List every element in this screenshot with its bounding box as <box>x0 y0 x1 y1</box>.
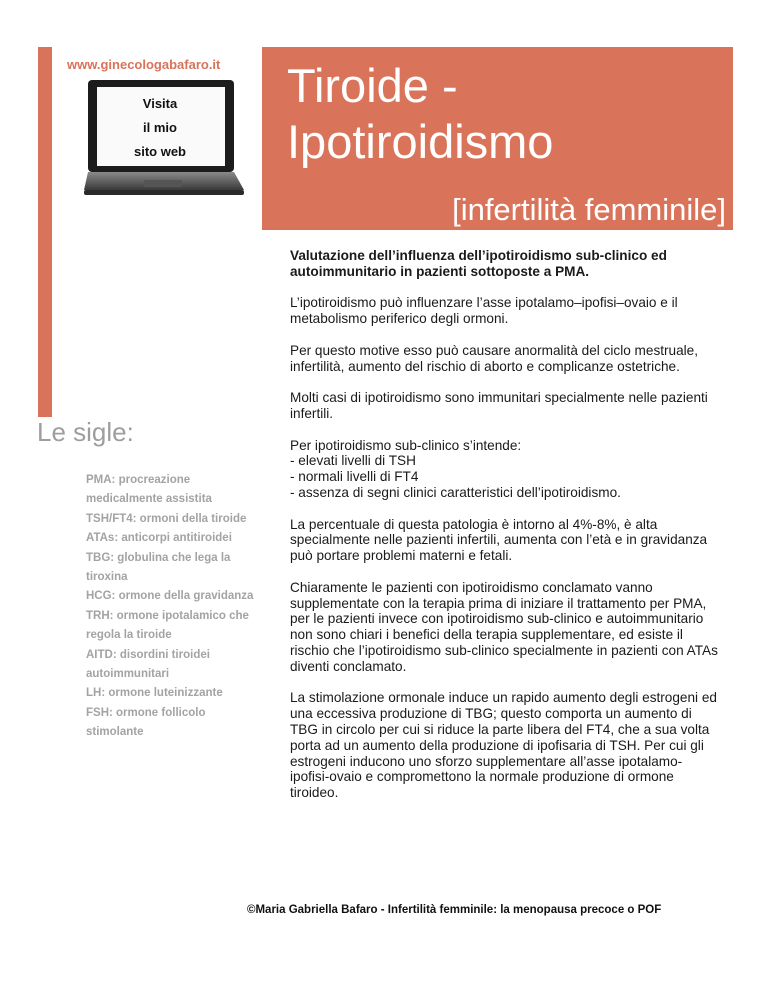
glossary-item: ATAs: anticorpi antitiroidei <box>86 532 232 545</box>
paragraph-7: La stimolazione ormonale induce un rapido aumento degli estrogeni ed una eccessiva produzione di TBG; questo comporta un aumento di TBG in circolo per cui si riduce la parte libera del FT4, che a sua volta porta ad un aumento della produzione di ipofisaria di TSH. Per cui gli estrogeni inducono uno sforzo supplementare all’asse ipotalamo-ipofisi-ovaio e compromettono la normale produzione di ormone tiroideo. <box>290 690 717 801</box>
page-subtitle: [infertilità femminile] <box>452 192 726 227</box>
glossary-item: AITD: disordini tiroidei autoimmunitari <box>86 648 210 681</box>
definition-item: - elevati livelli di TSH <box>290 453 416 469</box>
paragraph-4 <box>290 438 720 501</box>
laptop-line-3: sito web <box>133 143 186 159</box>
paragraph-6: Chiaramente le pazienti con ipotiroidismo conclamato vanno supplementate con la terapia prima di iniziare il trattamento per PMA, per le pazienti invece con ipotiroidismo sub-clinico e autoimmunitario non sono chiari i benefici della terapia supplementare, ed esiste il rischio che l’ipotiroidismo sub-clinico specialmente in pazienti con ATAs diventi conclamato. <box>290 579 718 674</box>
paragraph-5: La percentuale di questa patologia è intorno al 4%-8%, è alta specialmente nelle pazienti infertili, aumenta con l’età e in gravidanza può portare problemi materni e fetali. <box>290 516 708 564</box>
glossary-item: TSH/FT4: ormoni della tiroide <box>86 512 247 525</box>
glossary-heading: Le sigle: <box>37 417 134 447</box>
glossary-item: FSH: ormone follicolo stimolante <box>86 706 206 739</box>
definition-intro: Per ipotiroidismo sub-clinico s’intende: <box>290 437 522 453</box>
glossary-item: HCG: ormone della gravidanza <box>86 590 254 603</box>
glossary-list <box>86 471 258 743</box>
definition-item: - assenza di segni clinici caratteristici dell’ipotiroidismo. <box>290 484 621 500</box>
glossary-item: TRH: ormone ipotalamico che regola la tiroide <box>86 609 249 642</box>
accent-side-bar <box>38 47 52 417</box>
page-title <box>287 58 717 170</box>
copyright-footer: ©Maria Gabriella Bafaro - Infertilità femminile: la menopausa precoce o POF <box>247 904 662 916</box>
laptop-screen-text[interactable] <box>100 90 220 165</box>
laptop-line-1: Visita <box>142 95 178 111</box>
definition-item: - normali livelli di FT4 <box>290 469 419 485</box>
glossary-item: LH: ormone luteinizzante <box>86 687 223 700</box>
lead-paragraph: Valutazione dell’influenza dell’ipotiroidismo sub-clinico ed autoimmunitario in pazienti sottoposte a PMA. <box>290 248 667 279</box>
title-line-1: Tiroide - <box>287 59 458 112</box>
glossary-item: TBG: globulina che lega la tiroxina <box>86 551 231 584</box>
glossary-item: PMA: procreazione medicalmente assistita <box>86 474 212 506</box>
title-line-2: Ipotiroidismo <box>287 115 554 168</box>
paragraph-2: Per questo motive esso può causare anormalità del ciclo mestruale, infertilità, aumento del rischio di aborto e complicanze ostetriche. <box>290 342 699 374</box>
main-content <box>290 248 720 817</box>
paragraph-3: Molti casi di ipotiroidismo sono immunitari specialmente nelle pazienti infertili. <box>290 390 708 421</box>
laptop-line-2: il mio <box>143 119 177 135</box>
paragraph-1: L’ipotiroidismo può influenzare l’asse ipotalamo–ipofisi–ovaio e il metabolismo periferico degli ormoni. <box>290 295 678 327</box>
website-link[interactable]: www.ginecologabafaro.it <box>67 57 221 72</box>
